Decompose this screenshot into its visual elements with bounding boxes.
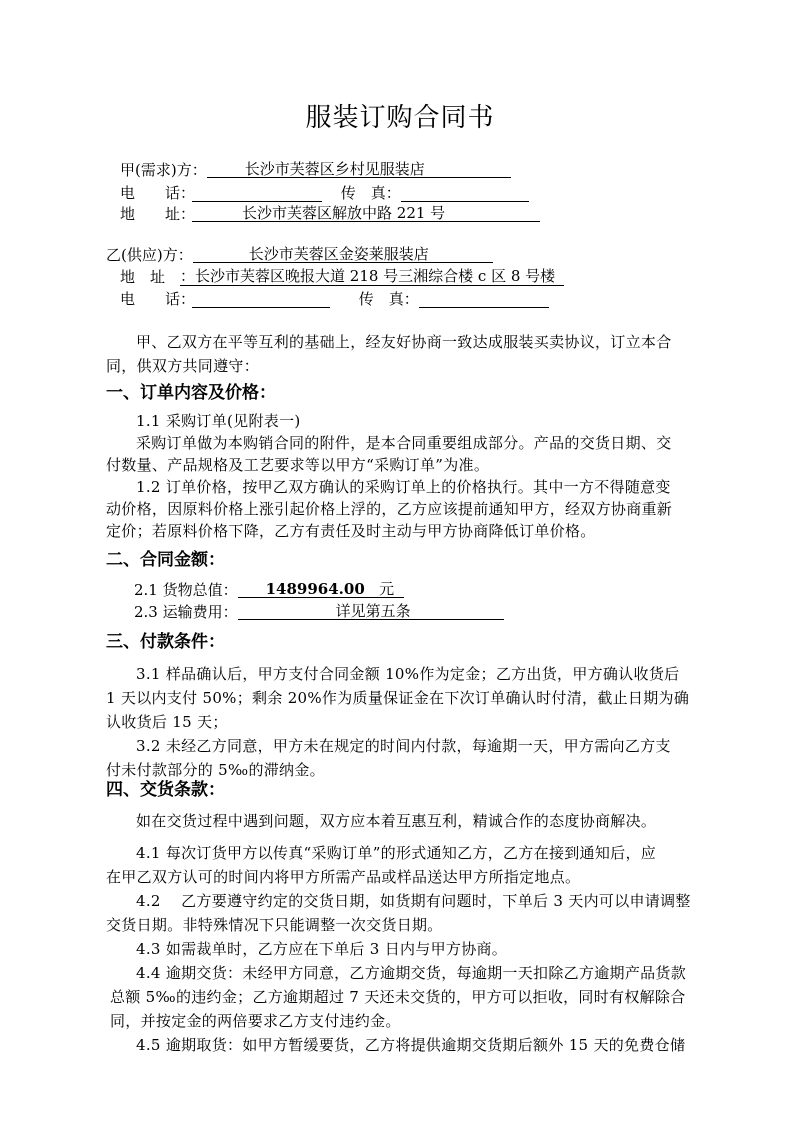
party-a-address-label: 地 址：: [120, 205, 196, 223]
section4-heading: 四、交货条款：: [106, 780, 225, 800]
section1-line: 动价格，因原料价格上涨引起价格上浮的，乙方应该提前通知甲方，经双方协商重新: [106, 500, 673, 518]
section1-line: 1.1 采购订单(见附表一): [136, 412, 301, 430]
section1-heading: 一、订单内容及价格：: [106, 383, 276, 403]
section4-line: 4.5 逾期取货：如甲方暂缓要货，乙方将提供逾期交货期后额外 15 天的免费仓储: [136, 1036, 686, 1054]
section3-line: 付未付款部分的 5‰的滞纳金。: [106, 761, 325, 779]
page-title: 服装订购合同书: [305, 103, 495, 133]
party-b-address-label: 地 址: [120, 268, 166, 286]
party-b-phone-label: 电 话：: [120, 290, 196, 308]
party-b-phone-row: [120, 289, 549, 309]
section1-line: 定价；若原料价格下降，乙方有责任及时主动与甲方协商降低订单价格。: [106, 522, 596, 540]
party-a-address-row: [120, 204, 540, 224]
party-b-name-row: [106, 245, 493, 265]
section4-line: 4.1 每次订货甲方以传真“采购订单”的形式通知乙方，乙方在接到通知后，应: [136, 844, 657, 862]
party-a-phone-row: [120, 183, 529, 203]
intro-paragraph: [106, 330, 706, 378]
party-b-name: 长沙市芙蓉区金姿莱服装店: [193, 245, 493, 263]
section3-body: [106, 662, 706, 782]
section3-line: 1 天以内支付 50%；剩余 20%作为质量保证金在下次订单确认时付清，截止日期为确: [106, 689, 690, 707]
total-value-row: [134, 580, 404, 600]
section4-line: 交货日期。非特殊情况下只能调整一次交货日期。: [106, 916, 443, 934]
section3-heading: 三、付款条件：: [106, 632, 225, 652]
shipping-label: 2.3 运输费用：: [134, 603, 238, 621]
party-a-label: 甲(需求)方：: [120, 161, 207, 179]
party-b-address: ：长沙市芙蓉区晚报大道 218 号三湘综合楼 c 区 8 号楼: [180, 267, 564, 286]
section1-line: 1.2 订单价格，按甲乙双方确认的采购订单上的价格执行。其中一方不得随意变: [136, 478, 671, 496]
section4-line: 在甲乙双方认可的时间内将甲方所需产品或样品送达甲方所指定地点。: [106, 868, 581, 886]
total-value-amount: 1489964.00: [265, 580, 365, 598]
section2-heading: 二、合同金额：: [106, 550, 225, 570]
party-b-label: 乙(供应)方：: [106, 246, 193, 264]
section1-line: 付数量、产品规格及工艺要求等以甲方“采购订单”为准。: [106, 456, 490, 474]
party-a-address: 长沙市芙蓉区解放中路 221 号: [192, 204, 540, 222]
section4-line: 如在交货过程中遇到问题，双方应本着互惠互利，精诚合作的态度协商解决。: [136, 812, 657, 830]
party-a-phone-value: [192, 183, 322, 202]
section3-line: 认收货后 15 天；: [106, 713, 228, 731]
party-b-address-row: [120, 267, 564, 287]
party-a-fax-label: 传 真：: [340, 184, 401, 202]
intro-line: 同，供双方共同遵守：: [106, 357, 260, 375]
section4-line: 4.3 如需裁单时，乙方应在下单后 3 日内与甲方协商。: [136, 940, 508, 958]
section4-line: 同，并按定金的两倍要求乙方支付违约金。: [110, 1012, 401, 1030]
section4-line: 4.4 逾期交货：未经甲方同意，乙方逾期交货，每逾期一天扣除乙方逾期产品货款: [136, 964, 687, 982]
party-b-fax-label: 传 真：: [358, 290, 419, 308]
total-value-label: 2.1 货物总值：: [134, 581, 238, 599]
total-value-unit: 元: [379, 580, 395, 598]
total-value-field: [238, 580, 404, 598]
section1-body: [106, 410, 706, 542]
section1-line: 采购订单做为本购销合同的附件，是本合同重要组成部分。产品的交货日期、交: [136, 434, 672, 452]
party-a-name: 长沙市芙蓉区乡村见服装店: [207, 160, 511, 178]
shipping-value: 详见第五条: [238, 602, 504, 620]
party-b-phone-value: [192, 289, 330, 308]
intro-line: 甲、乙双方在平等互利的基础上，经友好协商一致达成服装买卖协议，订立本合: [136, 333, 672, 351]
shipping-row: [134, 602, 504, 622]
party-b-fax-value: [419, 289, 549, 308]
party-a-name-row: [120, 160, 511, 180]
section4-body: [106, 809, 706, 1057]
section4-line: 总额 5‰的违约金；乙方逾期超过 7 天还未交货的，甲方可以拒收，同时有权解除合: [110, 988, 686, 1006]
party-a-fax-value: [401, 183, 529, 202]
section3-line: 3.2 未经乙方同意，甲方未在规定的时间内付款，每逾期一天，甲方需向乙方支: [136, 737, 671, 755]
section4-line: 4.2 乙方要遵守约定的交货日期，如货期有问题时，下单后 3 天内可以申请调整: [136, 892, 691, 910]
section3-line: 3.1 样品确认后，甲方支付合同金额 10%作为定金；乙方出货，甲方确认收货后: [136, 665, 680, 683]
party-a-phone-label: 电 话：: [120, 184, 196, 202]
